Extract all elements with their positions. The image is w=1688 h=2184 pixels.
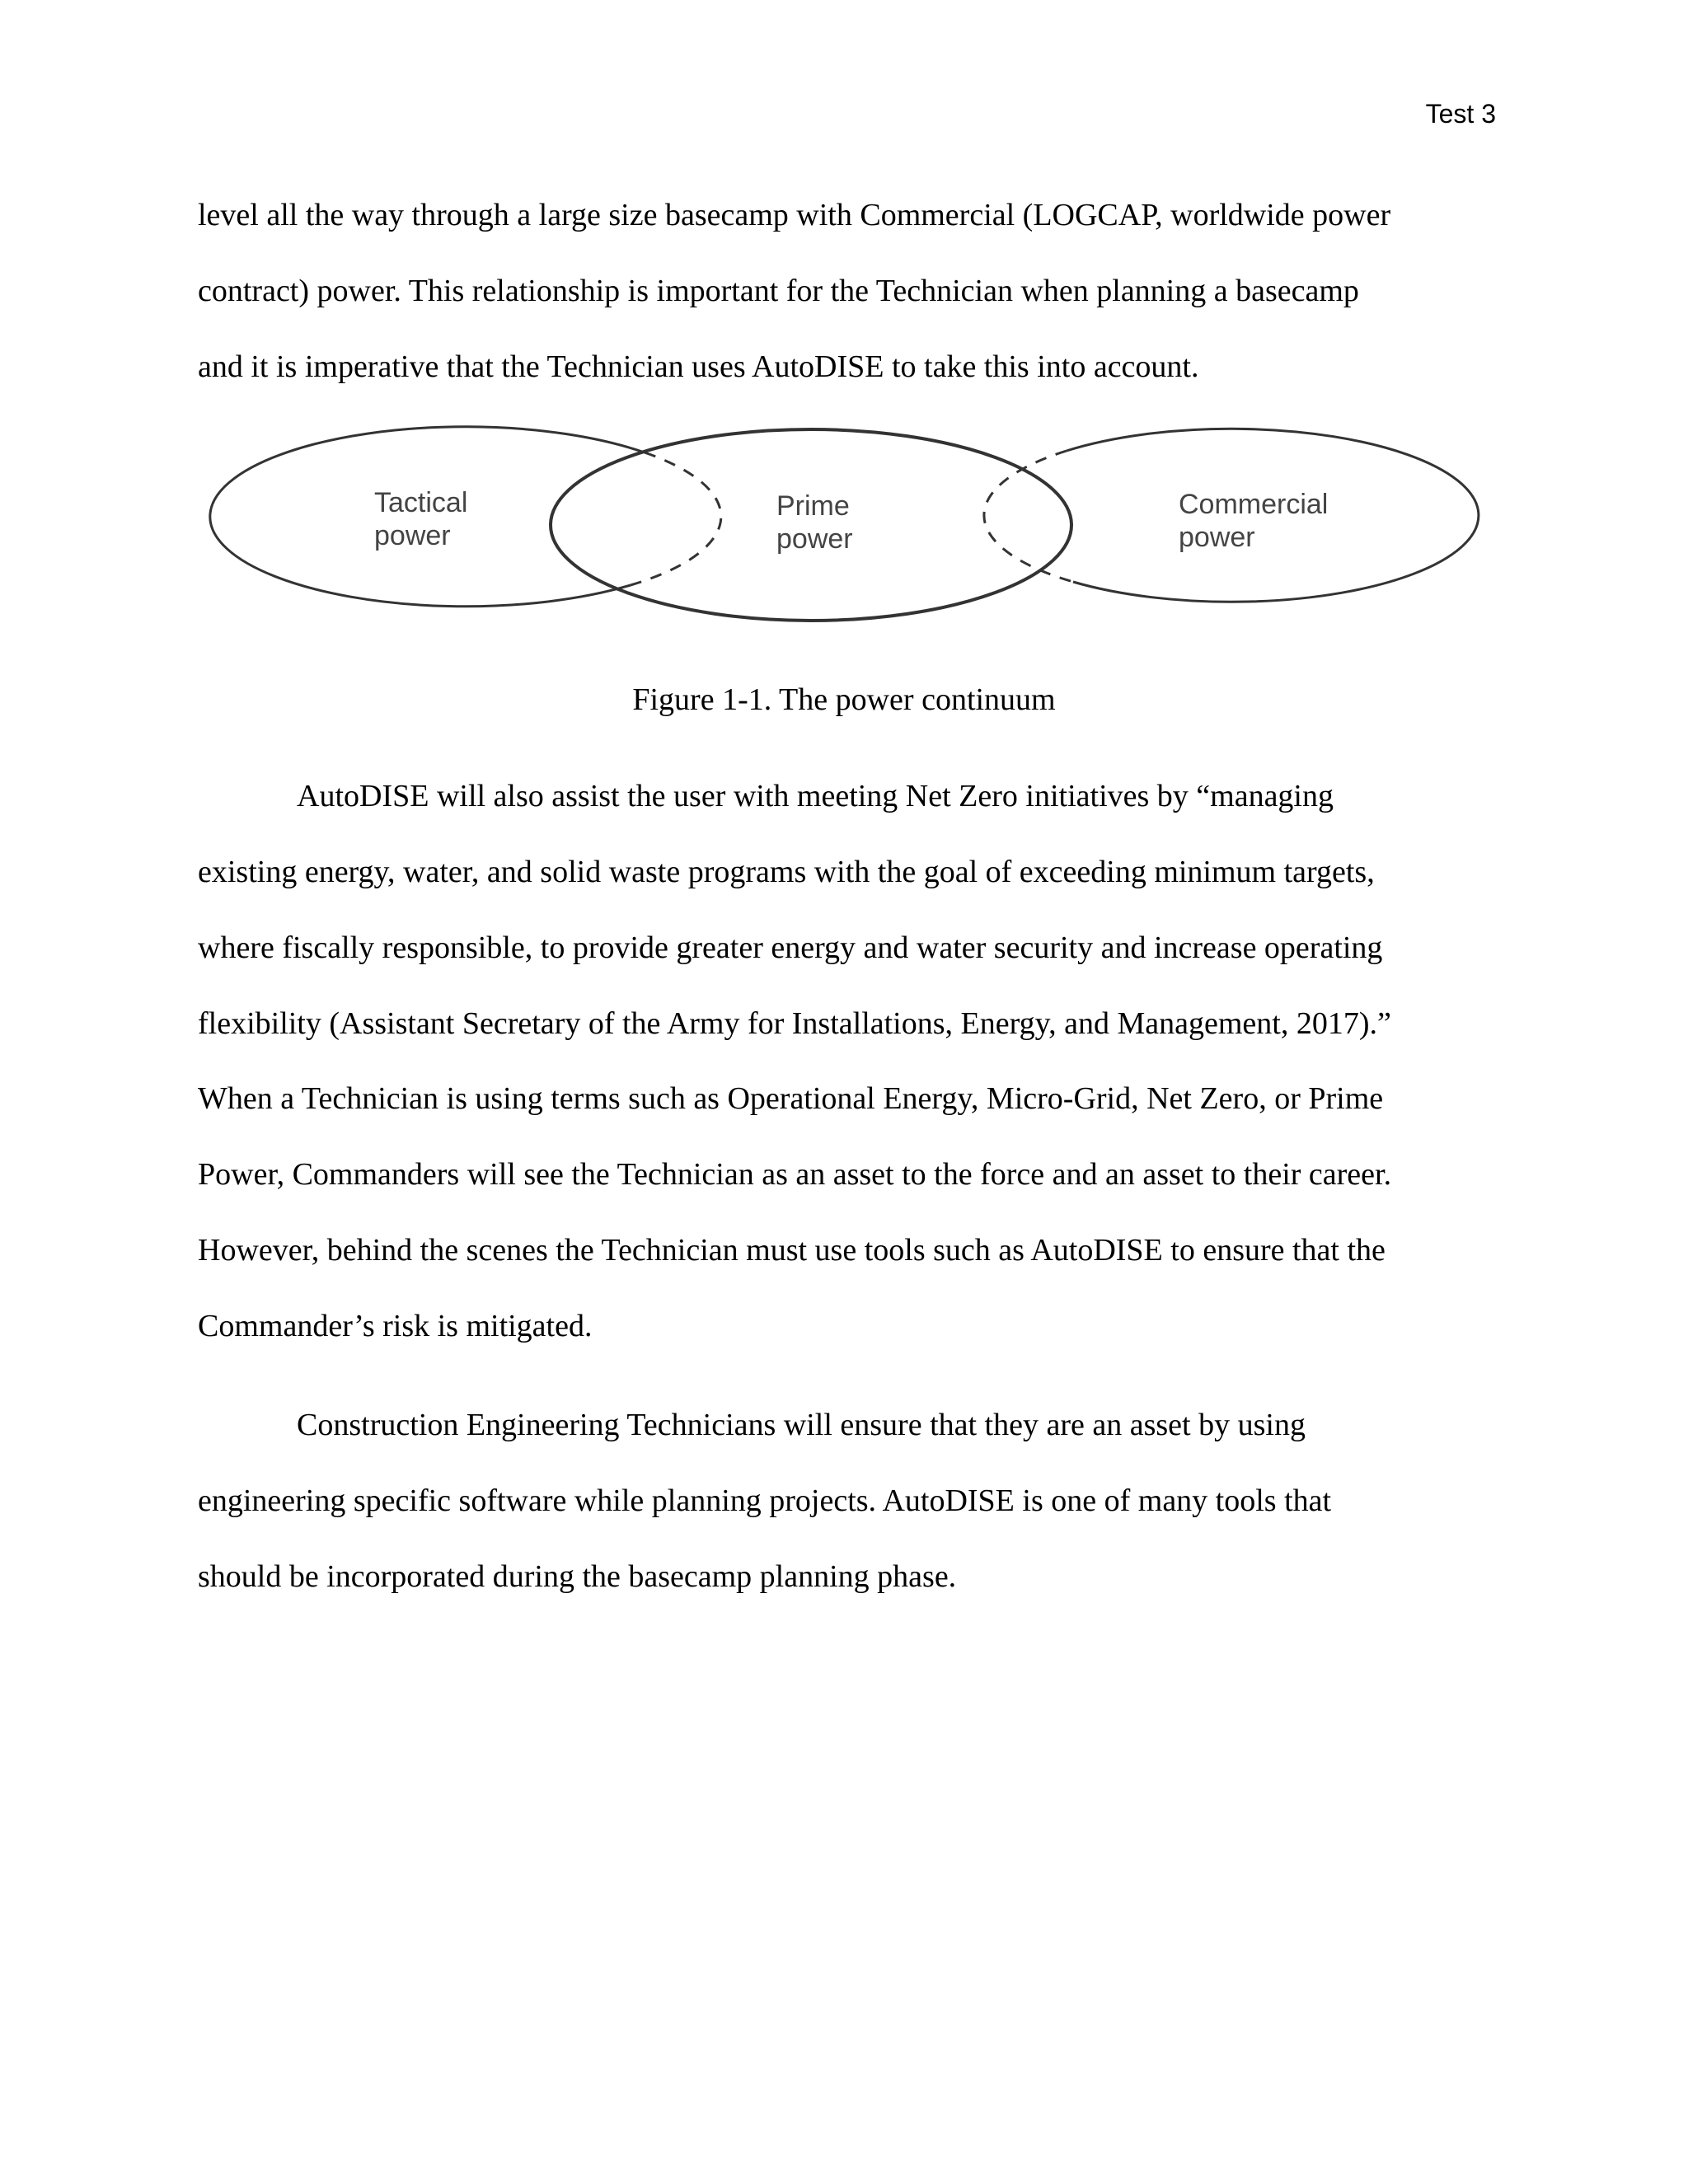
paragraph-2-line-2: existing energy, water, and solid waste programs with the goal of exceeding minimum targets, <box>198 855 1375 889</box>
paragraph-3-line-1: Construction Engineering Technicians will ensure that they are an asset by using <box>297 1408 1306 1442</box>
prime-label-line-2: power <box>776 523 853 555</box>
paragraph-2-line-4: flexibility (Assistant Secretary of the Army for Installations, Energy, and Management, 2017).” <box>198 1006 1391 1041</box>
paragraph-1-line-2: contract) power. This relationship is important for the Technician when planning a basecamp <box>198 274 1359 308</box>
paragraph-3-line-2: engineering specific software while planning projects. AutoDISE is one of many tools that <box>198 1483 1332 1518</box>
tactical-label-line-1: Tactical <box>374 487 468 518</box>
prime-label-line-1: Prime <box>776 490 850 522</box>
commercial-label-line-1: Commercial <box>1179 489 1329 520</box>
commercial-overlap-dashed <box>984 451 1073 582</box>
paragraph-1-line-3: and it is imperative that the Technician uses AutoDISE to take this into account. <box>198 349 1199 384</box>
paragraph-2-line-3: where fiscally responsible, to provide greater energy and water security and increase operating <box>198 930 1383 965</box>
commercial-label-line-2: power <box>1179 522 1255 553</box>
paragraph-2-line-8: Commander’s risk is mitigated. <box>198 1309 593 1343</box>
page-header-label: Test 3 <box>1425 99 1496 129</box>
paragraph-2-line-1: AutoDISE will also assist the user with meeting Net Zero initiatives by “managing <box>297 779 1334 813</box>
tactical-label-line-2: power <box>374 520 451 551</box>
tactical-overlap-dashed <box>631 452 721 585</box>
paragraph-1-line-1: level all the way through a large size basecamp with Commercial (LOGCAP, worldwide power <box>198 198 1391 232</box>
paragraph-2-line-5: When a Technician is using terms such as Operational Energy, Micro-Grid, Net Zero, or Prime <box>198 1081 1384 1116</box>
power-continuum-diagram <box>191 416 1485 622</box>
paragraph-2-line-7: However, behind the scenes the Technician must use tools such as AutoDISE to ensure that the <box>198 1233 1386 1268</box>
paragraph-2-line-6: Power, Commanders will see the Technician as an asset to the force and an asset to their career. <box>198 1157 1392 1192</box>
paragraph-3-line-3: should be incorporated during the basecamp planning phase. <box>198 1559 957 1594</box>
figure-caption: Figure 1-1. The power continuum <box>632 682 1056 717</box>
